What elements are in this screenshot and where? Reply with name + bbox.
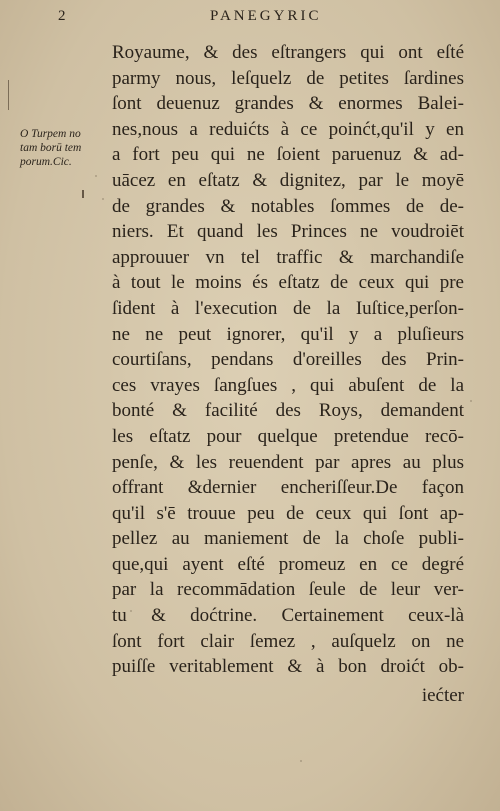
text-line: nes,nous a reduićts à ce poinćt,qu'il y en [112, 118, 464, 140]
paper-speck [95, 175, 97, 177]
text-line: a fort peu qui ne ſoient paruenuz & ad- [112, 144, 464, 166]
catchword: iećter [421, 685, 464, 706]
page-number: 2 [58, 8, 66, 24]
margin-note-line: tam borū tem [20, 142, 82, 154]
catchword-row [112, 683, 464, 709]
text-line: qu'il s'ē trouue peu de ceux qui ſont ap- [112, 502, 464, 524]
text-line: par la recommādation ſeule de leur ver- [112, 579, 464, 601]
page-header [0, 6, 500, 36]
text-line: ſident à l'execution de la Iuſtice,perſon- [112, 297, 464, 319]
margin-note-line: O Turpem no [20, 128, 81, 140]
body-text [112, 40, 464, 680]
text-line: uācez en eſtatz & dignitez, par le moyē [112, 169, 464, 191]
text-line: ſont deuenuz grandes & enormes Balei- [112, 93, 464, 115]
margin-ink-mark [82, 190, 84, 198]
text-line: penſe, & les reuendent par apres au plus [112, 451, 464, 473]
text-line: tu & dоćtrine. Certainement ceux-là [112, 605, 464, 627]
paper-speck [102, 198, 104, 200]
text-line: courtiſans, pendans d'oreilles des Prin- [112, 349, 464, 371]
text-line: pellez au maniement de la choſe publi- [112, 528, 464, 550]
text-line: ne ne peut ignorer, qu'il y a pluſieurs [112, 323, 464, 345]
margin-note-line: porum.Cic. [20, 156, 72, 168]
text-line: bonté & facilité des Roys, demandent [112, 400, 464, 422]
text-line: puiſſe veritablement & à bon droićt ob- [112, 656, 464, 678]
text-line: approuuer vn tel traffic & marchandiſe [112, 246, 464, 268]
margin-ink-mark [8, 80, 9, 110]
text-line: les eſtatz pour quelque pretendue recō- [112, 425, 464, 447]
text-line: que,qui ayent eſté promeuz en ce degré [112, 553, 464, 575]
text-line: offrant &dernier encheriſſeur.De façon [112, 477, 464, 499]
margin-note [20, 127, 110, 169]
text-line: ces vrayes ſangſues , qui abuſent de la [112, 374, 464, 396]
text-line: niers. Et quand les Princes ne voudroiēt [112, 221, 464, 243]
paper-speck [300, 760, 302, 762]
paper-speck [470, 400, 472, 402]
text-line: de grandes & notables ſommes de de- [112, 195, 464, 217]
text-line: ſont fort clair ſemez , auſquelz on ne [112, 630, 464, 652]
running-head: PANEGYRIC [210, 8, 322, 24]
text-line: à tout le moins és eſtatz de ceux qui pre [112, 272, 464, 294]
text-line: Royaume, & des eſtrangers qui ont eſté [112, 42, 464, 63]
text-line: parmy nous, leſquelz de petites ſardines [112, 67, 464, 89]
